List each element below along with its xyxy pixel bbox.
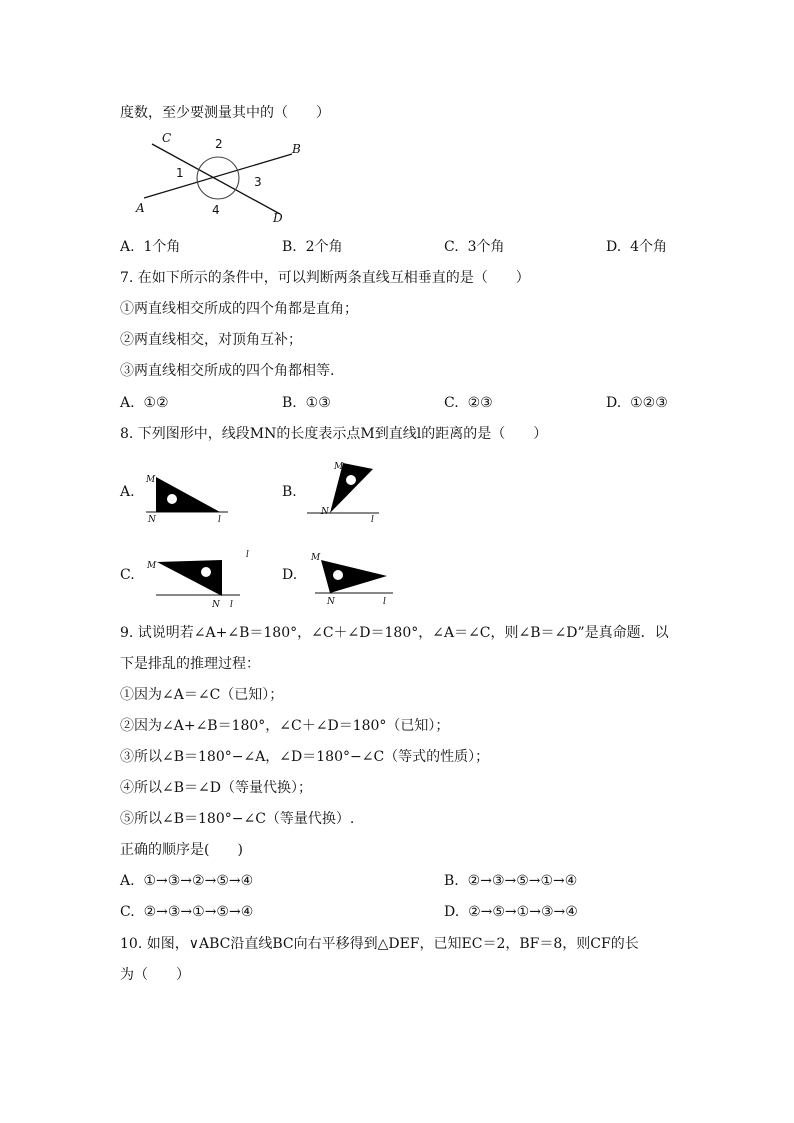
q6-option-a[interactable] bbox=[120, 238, 180, 256]
option-letter: D. bbox=[444, 904, 460, 920]
q9-step-1: ①因为∠A＝∠C（已知）； bbox=[120, 687, 284, 703]
label-m: M bbox=[311, 553, 321, 563]
q9-stem-line2: 下是排乱的推理过程： bbox=[120, 656, 260, 672]
option-letter: A. bbox=[120, 395, 135, 411]
option-text: ②→③→⑤→①→④ bbox=[467, 873, 578, 889]
label-n: N bbox=[327, 597, 335, 607]
label-m: M bbox=[334, 462, 344, 472]
q7-stem: 7. 在如下所示的条件中，可以判断两条直线互相垂直的是（ ） bbox=[120, 270, 530, 286]
option-letter: A. bbox=[120, 873, 135, 889]
option-letter: C. bbox=[444, 395, 459, 411]
label-l-top: l bbox=[246, 550, 249, 560]
q8-option-b-figure bbox=[303, 458, 388, 526]
option-letter: C. bbox=[120, 904, 135, 920]
label-l: l bbox=[371, 515, 374, 525]
option-letter: B. bbox=[282, 239, 297, 255]
label-n: N bbox=[148, 515, 156, 525]
angle-2: 2 bbox=[215, 137, 223, 151]
line-ab bbox=[144, 154, 292, 198]
angle-3: 3 bbox=[254, 175, 262, 189]
q9-step-5: ⑤所以∠B＝180°−∠C（等量代换）. bbox=[120, 811, 355, 827]
q8-option-b-letter[interactable]: B. bbox=[282, 484, 297, 500]
q7-option-c[interactable] bbox=[444, 394, 493, 412]
option-text: 4个角 bbox=[630, 239, 668, 255]
q7-condition-1: ①两直线相交所成的四个角都是直角； bbox=[120, 301, 358, 317]
option-letter: D. bbox=[606, 239, 622, 255]
option-text: 2个角 bbox=[305, 239, 343, 255]
option-text: 1个角 bbox=[143, 239, 181, 255]
q9-option-a[interactable] bbox=[120, 872, 253, 890]
q9-step-3: ③所以∠B＝180°−∠A，∠D＝180°−∠C（等式的性质）； bbox=[120, 749, 490, 765]
label-n: N bbox=[212, 600, 220, 610]
label-c: C bbox=[162, 131, 172, 145]
q9-step-4: ④所以∠B＝∠D（等量代换）； bbox=[120, 780, 312, 796]
option-text: 3个角 bbox=[467, 239, 505, 255]
option-text: ①② bbox=[143, 395, 169, 411]
option-letter: B. bbox=[444, 873, 459, 889]
option-text: ②→③→①→⑤→④ bbox=[143, 904, 254, 920]
q8-option-c-letter[interactable]: C. bbox=[120, 567, 135, 583]
option-text: ①②③ bbox=[630, 395, 668, 411]
option-text: ②③ bbox=[467, 395, 493, 411]
q6-stem-tail: 度数，至少要测量其中的（ ） bbox=[120, 105, 330, 121]
q9-option-c[interactable] bbox=[120, 903, 253, 921]
q10-stem-line1: 10. 如图，∨ABC沿直线BC向右平移得到△DEF，已知EC＝2，BF＝8，则CF的长 bbox=[120, 936, 639, 952]
q8-option-d-figure bbox=[303, 548, 398, 610]
q6-option-b[interactable] bbox=[282, 238, 343, 256]
q7-option-d[interactable] bbox=[606, 394, 668, 412]
q9-prompt: 正确的顺序是( ) bbox=[120, 842, 243, 858]
label-m: M bbox=[147, 561, 157, 571]
label-b: B bbox=[292, 142, 301, 156]
q7-condition-2: ②两直线相交，对顶角互补； bbox=[120, 332, 302, 348]
q9-step-2: ②因为∠A+∠B＝180°，∠C＋∠D＝180°（已知）； bbox=[120, 718, 450, 734]
angle-1: 1 bbox=[176, 166, 184, 180]
option-text: ②→⑤→①→③→④ bbox=[468, 904, 578, 920]
label-l: l bbox=[230, 600, 233, 610]
q6-option-d[interactable] bbox=[606, 238, 667, 256]
label-d: D bbox=[273, 211, 283, 225]
q6-figure bbox=[130, 130, 320, 230]
option-letter: B. bbox=[282, 395, 297, 411]
q9-option-b[interactable] bbox=[444, 872, 577, 890]
option-letter: C. bbox=[444, 239, 459, 255]
q7-condition-3: ③两直线相交所成的四个角都相等. bbox=[120, 363, 335, 379]
q7-option-b[interactable] bbox=[282, 394, 331, 412]
option-letter: A. bbox=[120, 239, 135, 255]
q8-option-c-figure bbox=[142, 548, 254, 610]
q8-option-a-letter[interactable]: A. bbox=[120, 484, 135, 500]
q7-option-a[interactable] bbox=[120, 394, 169, 412]
option-text: ①③ bbox=[305, 395, 331, 411]
q6-option-c[interactable] bbox=[444, 238, 505, 256]
label-a: A bbox=[136, 201, 145, 215]
label-m: M bbox=[146, 475, 156, 485]
q10-stem-line2: 为（ ） bbox=[120, 967, 190, 983]
option-text: ①→③→②→⑤→④ bbox=[143, 873, 254, 889]
q9-option-d[interactable] bbox=[444, 903, 578, 921]
q8-option-d-letter[interactable]: D. bbox=[282, 567, 298, 583]
label-n: N bbox=[321, 507, 329, 517]
q8-option-a-figure bbox=[142, 468, 237, 526]
option-letter: D. bbox=[606, 395, 622, 411]
q8-stem: 8. 下列图形中，线段MN的长度表示点M到直线l的距离的是（ ） bbox=[120, 426, 548, 442]
q9-stem-line1: 9. 试说明若∠A+∠B＝180°，∠C＋∠D＝180°，∠A＝∠C，则∠B＝∠D”是真命题．以 bbox=[120, 625, 669, 641]
angle-circle bbox=[197, 157, 239, 199]
label-l: l bbox=[218, 515, 221, 525]
angle-4: 4 bbox=[212, 203, 220, 217]
label-l: l bbox=[383, 597, 386, 607]
